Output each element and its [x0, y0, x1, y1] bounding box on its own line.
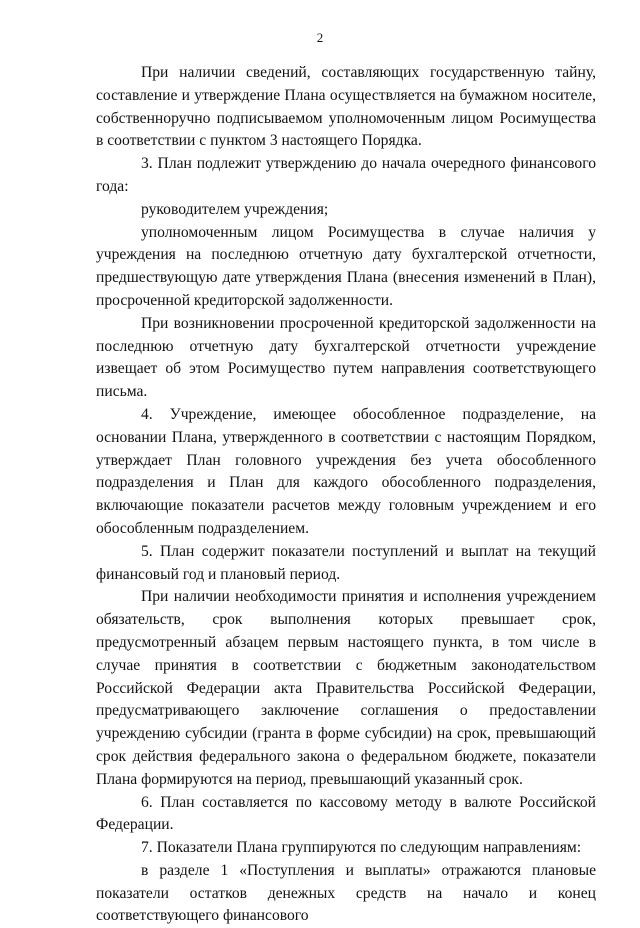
document-body	[96, 62, 596, 928]
paragraph-section-1: в разделе 1 «Поступления и выплаты» отражаются плановые показатели остатков денежных средств на начало и конец соответствующего финансового	[96, 861, 596, 925]
paragraph-7-grouping: 7. Показатели Плана группируются по следующим направлениям:	[141, 839, 582, 857]
paragraph-6-cash-method: 6. План составляется по кассовому методу в валюте Российской Федерации.	[96, 793, 596, 834]
paragraph-approval-authorized-person: уполномоченным лицом Росимущества в случае наличия у учреждения на последнюю отчетную дату бухгалтерской отчетности, предшествующую дате утверждения Плана (внесения изменений в План), просроченной кредиторской задолженности.	[96, 223, 596, 309]
paragraph-overdue-debt-notice: При возникновении просроченной кредиторской задолженности на последнюю отчетную дату бухгалтерской отчетности учреждение извещает об этом Росимущество путем направления соответствующего письма.	[96, 314, 596, 401]
paragraph-3-approval-deadline: 3. План подлежит утверждению до начала очередного финансового года:	[96, 155, 596, 195]
paragraph-4-separate-division: 4. Учреждение, имеющее обособленное подразделение, на основании Плана, утвержденного в соответствии с настоящим Порядком, утверждает План головного учреждения без учета обособленного подразделения и План для каждого обособленного подразделения, включающие показатели расчетов между головным учреждением и его обособленным подразделением.	[96, 405, 596, 537]
paragraph-long-term-obligations: При наличии необходимости принятия и исполнения учреждением обязательств, срок выполнения которых превышает срок, предусмотренный абзацем первым настоящего пункта, в том числе в случае принятия в соответствии с бюджетным законодательством Российской Федерации акта Правительства Российской Федерации, предусматривающего заключение соглашения о предоставлении учреждению субсидии (гранта в форме субсидии) на срок, превышающий срок действия федерального закона о федеральном бюджете, показатели Плана формируются на период, превышающий указанный срок.	[96, 588, 596, 788]
paragraph-approval-head: руководителем учреждения;	[141, 200, 329, 218]
paragraph-5-plan-period: 5. План содержит показатели поступлений и выплат на текущий финансовый год и плановый период.	[96, 542, 596, 583]
paragraph-state-secret: При наличии сведений, составляющих государственную тайну, составление и утверждение Плана осуществляется на бумажном носителе, собственноручно подписываемом уполномоченным лицом Росимущества в соответствии с пунктом 3 настоящего Порядка.	[96, 64, 596, 150]
page-number: 2	[316, 30, 324, 45]
